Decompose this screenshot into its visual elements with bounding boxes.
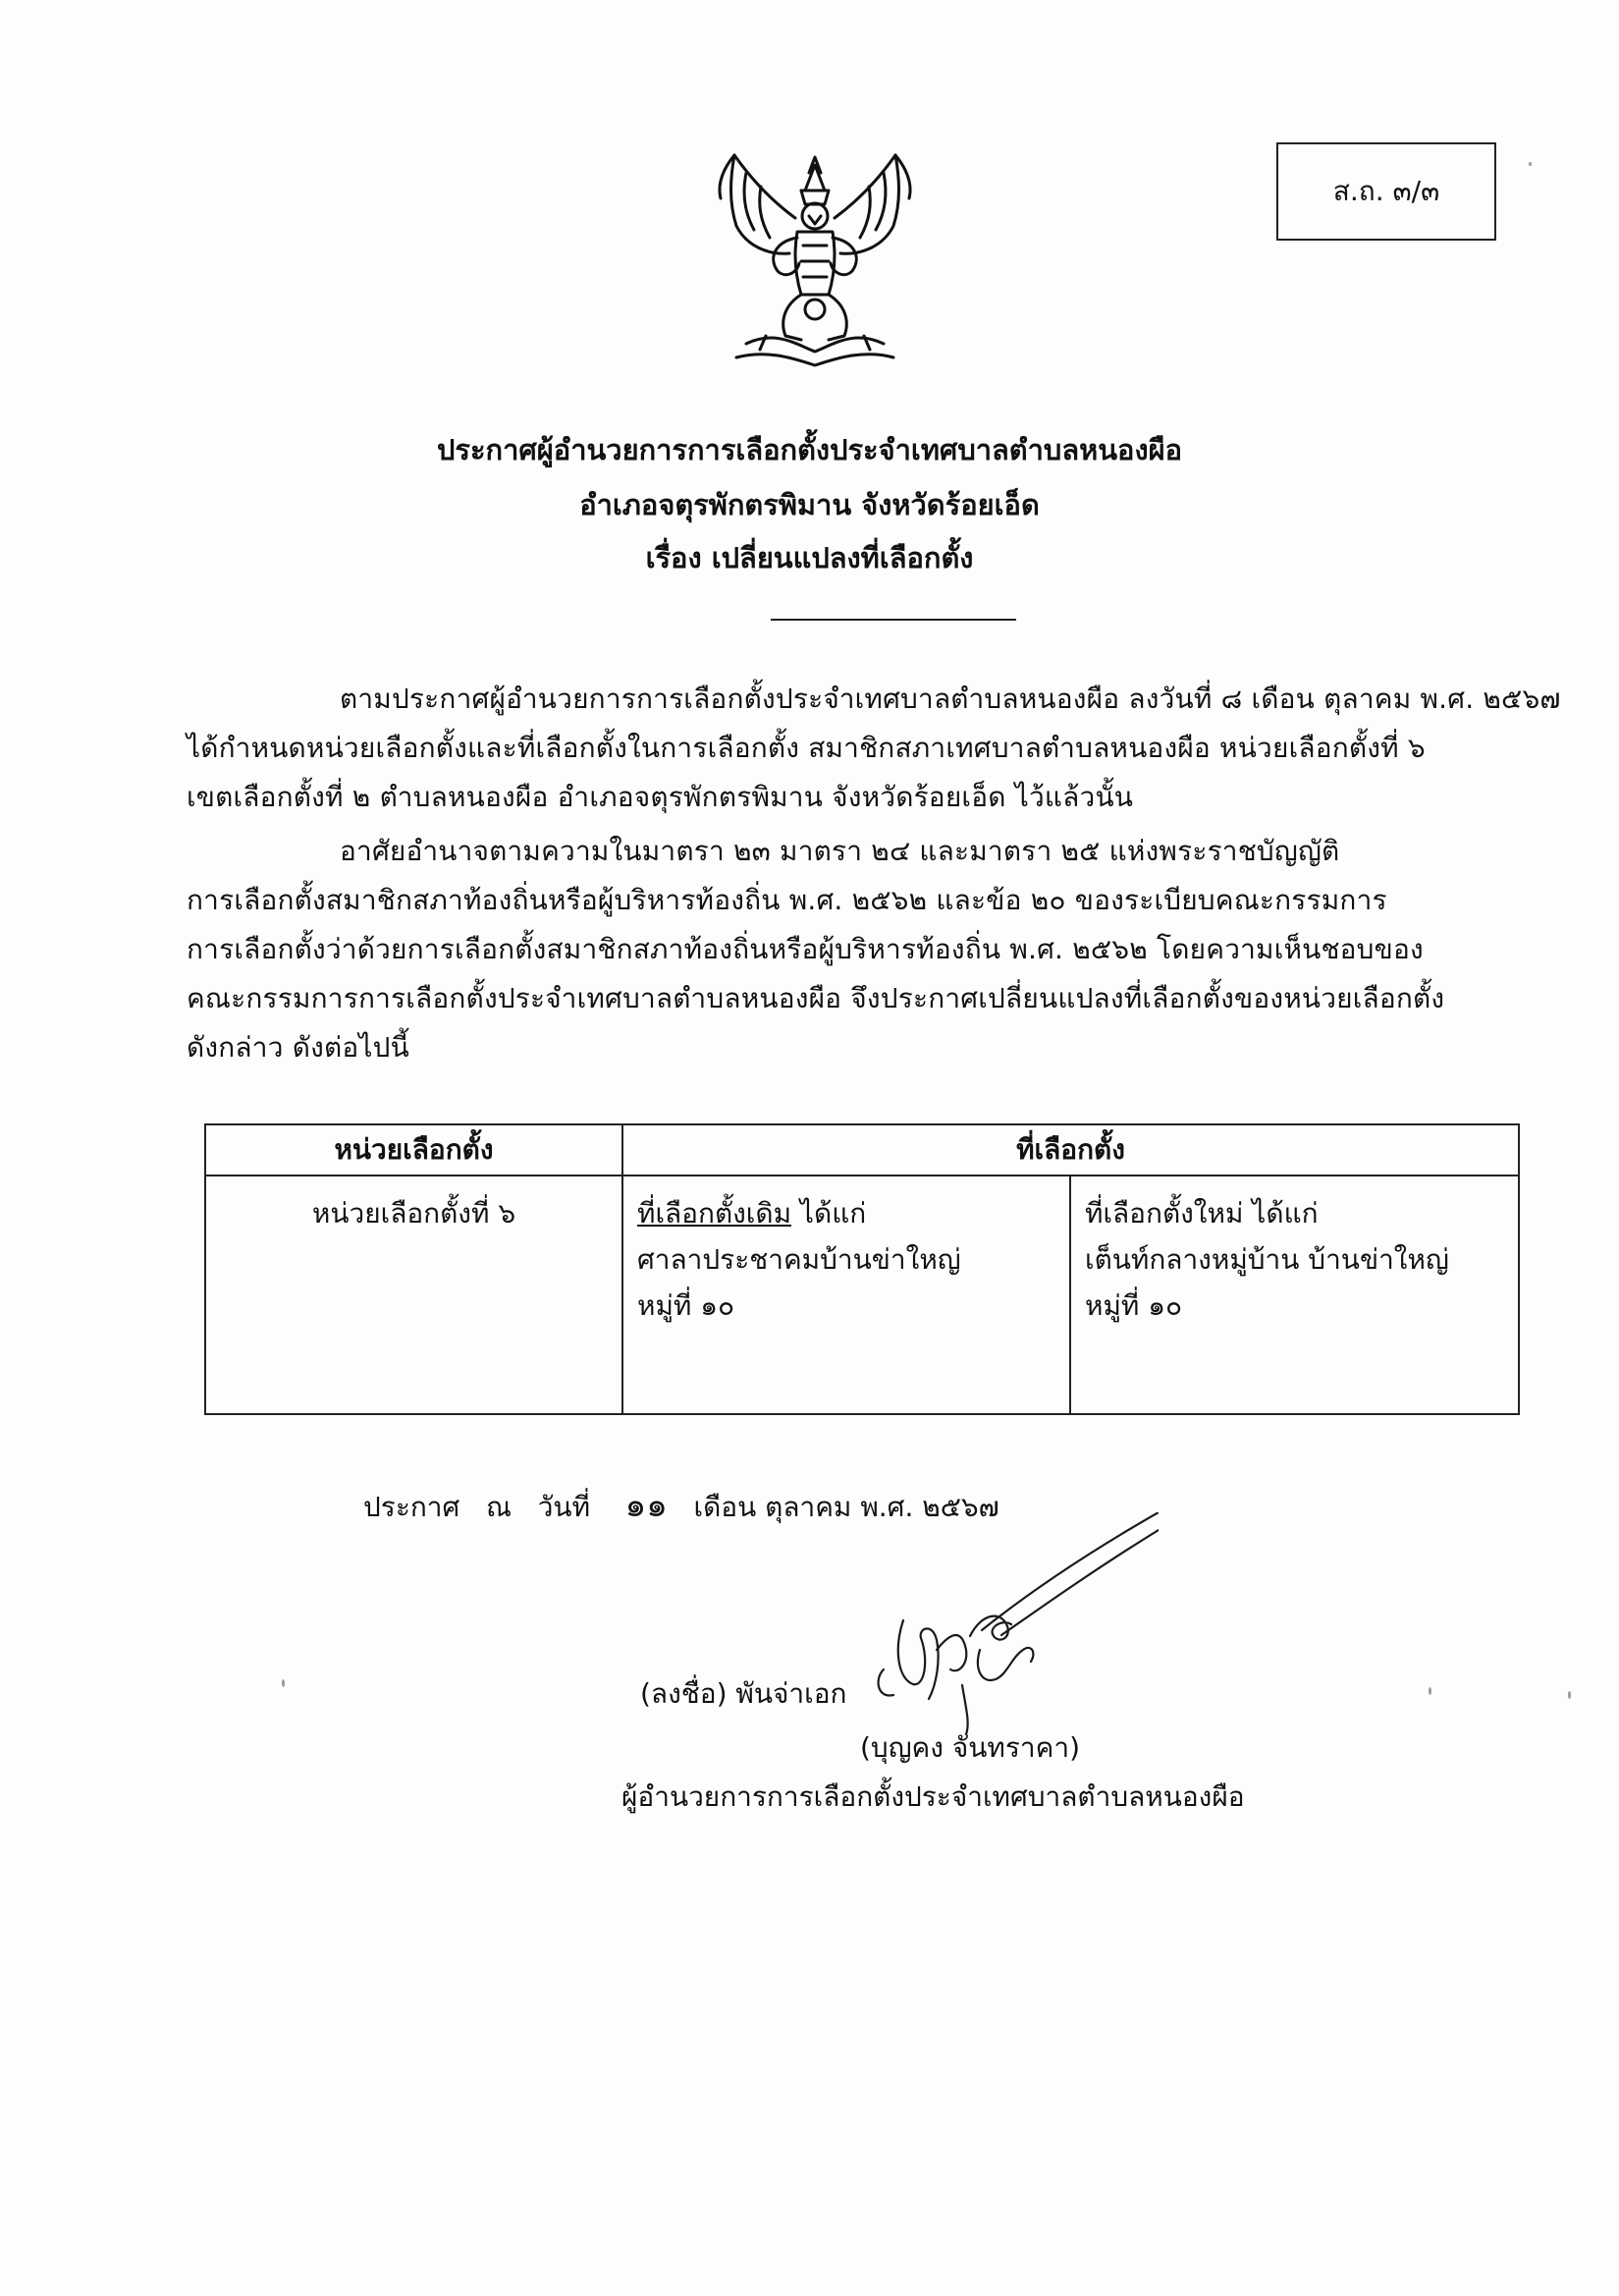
- new-place-line-2: หมู่ที่ ๑๐: [1085, 1289, 1183, 1322]
- paragraph-1-line-1: ตามประกาศผู้อำนวยการการเลือกตั้งประจำเทศบาลตำบลหนองผือ ลงวันที่ ๘ เดือน ตุลาคม พ.ศ. ๒๕๖๗: [340, 683, 1561, 715]
- announce-year-label: พ.ศ.: [860, 1491, 914, 1523]
- announce-day: ๑๑: [624, 1486, 668, 1525]
- announce-month-label: เดือน: [693, 1491, 757, 1523]
- paragraph-1-line-3: เขตเลือกตั้งที่ ๒ ตำบลหนองผือ อำเภอจตุรพักตรพิมาน จังหวัดร้อยเอ็ด ไว้แล้วนั้น: [187, 781, 1134, 813]
- announce-day-label: วันที่: [537, 1491, 591, 1523]
- table-row: [205, 1175, 1519, 1414]
- heading-subject: เรื่อง เปลี่ยนแปลงที่เลือกตั้ง: [645, 541, 974, 574]
- paragraph-1-line-2: ได้กำหนดหน่วยเลือกตั้งและที่เลือกตั้งในการเลือกตั้ง สมาชิกสภาเทศบาลตำบลหนองผือ หน่วยเลือกตั้งที่ ๖: [187, 732, 1426, 764]
- scan-speck: [1568, 1691, 1571, 1699]
- paragraph-2-line-1: อาศัยอำนาจตามความในมาตรา ๒๓ มาตรา ๒๔ และมาตรา ๒๕ แห่งพระราชบัญญัติ: [340, 835, 1340, 867]
- heading-line-2: อำเภอจตุรพักตรพิมาน จังหวัดร้อยเอ็ด: [579, 488, 1040, 521]
- scan-speck: [1429, 1687, 1431, 1695]
- announce-month: ตุลาคม: [765, 1491, 852, 1523]
- sign-label: (ลงชื่อ) พันจ่าเอก: [640, 1677, 847, 1710]
- old-place-line-1: ศาลาประชาคมบ้านข่าใหญ่: [637, 1243, 961, 1276]
- paragraph-2-line-2: การเลือกตั้งสมาชิกสภาท้องถิ่นหรือผู้บริหารท้องถิ่น พ.ศ. ๒๕๖๒ และข้อ ๒๐ ของระเบียบคณะกรรมการ: [187, 884, 1387, 916]
- form-code-box: [1276, 142, 1496, 241]
- old-place-label: ที่เลือกตั้งเดิม: [637, 1197, 792, 1230]
- form-code: ส.ถ. ๓/๓: [1332, 175, 1440, 207]
- old-place-heading: [637, 1190, 1069, 1236]
- table-header-row: [205, 1124, 1519, 1175]
- heading-divider: [771, 619, 1016, 621]
- polling-unit-name: หน่วยเลือกตั้งที่ ๖: [311, 1197, 516, 1230]
- paragraph-2-line-5: ดังกล่าว ดังต่อไปนี้: [187, 1031, 409, 1064]
- new-place-line-1: เต็นท์กลางหมู่บ้าน บ้านข่าใหญ่: [1085, 1243, 1449, 1276]
- heading-line-1: ประกาศผู้อำนวยการการเลือกตั้งประจำเทศบาลตำบลหนองผือ: [436, 433, 1183, 466]
- polling-unit-table: [204, 1123, 1520, 1415]
- header-polling-place: ที่เลือกตั้ง: [622, 1124, 1519, 1175]
- old-place-line-2: หมู่ที่ ๑๐: [637, 1289, 735, 1322]
- announce-at: ณ: [486, 1491, 512, 1523]
- announce-year: ๒๕๖๗: [922, 1491, 999, 1523]
- old-place-cell: [622, 1175, 1070, 1414]
- paragraph-2-line-3: การเลือกตั้งว่าด้วยการเลือกตั้งสมาชิกสภาท้องถิ่นหรือผู้บริหารท้องถิ่น พ.ศ. ๒๕๖๒ โดยความเห็นชอบของ: [187, 933, 1424, 965]
- handwritten-signature: [864, 1512, 1159, 1738]
- scan-speck: [1529, 162, 1532, 166]
- signer-position: ผู้อำนวยการการเลือกตั้งประจำเทศบาลตำบลหนองผือ: [621, 1780, 1245, 1813]
- old-place-suffix: ได้แก่: [791, 1197, 867, 1230]
- header-polling-unit: หน่วยเลือกตั้ง: [205, 1124, 622, 1175]
- paragraph-2-line-4: คณะกรรมการการเลือกตั้งประจำเทศบาลตำบลหนองผือ จึงประกาศเปลี่ยนแปลงที่เลือกตั้งของหน่วยเลือกตั้ง: [187, 982, 1445, 1014]
- new-place-label: ที่เลือกตั้งใหม่ ได้แก่: [1085, 1197, 1319, 1230]
- signer-name: (บุญคง จันทราคา): [860, 1731, 1080, 1764]
- garuda-emblem-icon: [707, 147, 923, 373]
- new-place-cell: [1070, 1175, 1519, 1414]
- polling-unit-cell: [205, 1175, 622, 1414]
- announce-prefix: ประกาศ: [363, 1491, 460, 1523]
- scan-speck: [282, 1679, 285, 1687]
